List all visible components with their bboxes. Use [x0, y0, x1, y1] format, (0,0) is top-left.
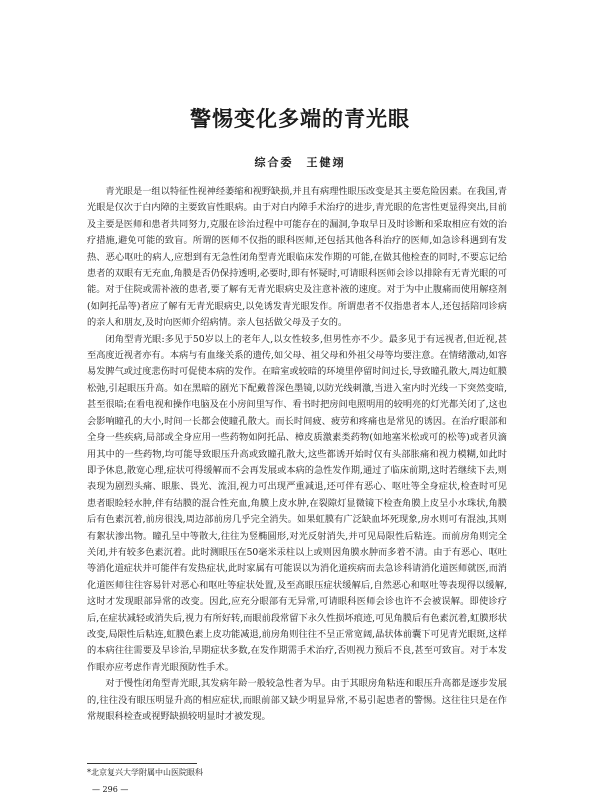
paragraph-intro: 青光眼是一组以特征性视神经萎缩和视野缺损,并且有病理性眼压改变是其主要危险因素。在我国,青光眼是仅次于白内障的主要致盲性眼病。由于对白内障手术治疗的进步,青光眼的危害性更显得突出,目前及主要是医师和患者共同努力,克服在诊治过程中可能存在的漏洞,争取早日及时诊断和采取相应有效的治疗措施,避免可能的致盲。所谓的医师不仅指的眼科医师,还包括其他各科治疗的医师,如急诊科遇到有发热、恶心呕吐的病人,应想到有无急性闭角型青光眼临床发作期的可能,在做其他检查的同时,不要忘记给患者的双眼有无充血,角膜是否仍保持透明,必要时,即有怀疑时,可请眼科医师会诊以排除有无青光眼的可能。对于住院或需补液的患者,要了解有无青光眼病史及注意补液的速度。对于为中止腹痛而使用解痉剂(如阿托品等)者应了解有无青光眼病史,以免诱发青光眼发作。所谓患者不仅指患者本人,还包括陪同诊病的亲人和朋友,及时向医师介绍病情。亲人包括做父母及子女的。	[87, 186, 507, 329]
article-title: 警惕变化多端的青光眼	[190, 106, 410, 131]
article-body	[87, 184, 507, 725]
paragraph-chronic-angle-closure: 对于慢性闭角型青光眼,其发病年龄一般较急性者为早。由于其眼房角粘连和眼压升高都是逐步发展的,往往没有眼压明显升高的相应症状,而眼前部又缺少明显异常,不易引起患者的警惕。这往往只是在作常规眼科检查或视野缺损较明显时才被发现。	[87, 678, 507, 722]
page-number: — 296 —	[92, 785, 129, 794]
footnote: *北京复兴大学附属中山医院眼科	[87, 768, 203, 777]
article-authors: 综合委 王健翊	[254, 156, 346, 169]
footnote-divider	[87, 763, 197, 764]
paragraph-acute-angle-closure: 闭角型青光眼:多见于50岁以上的老年人,以女性较多,但男性亦不少。最多见于有远视者,但近视,甚至高度近视者亦有。本病与有血缘关系的遗传,如父母、祖父母和外祖父母等均要注意。在情绪激动,如容易发脾气或过度悲伤时可促使本病的发作。在暗室或较暗的环境里停留时间过长,导致瞳孔散大,周边虹膜松弛,引起眼压升高。如在黑暗的剧光下配戴普深色墨镜,以防光线刺激,当进入室内时光线一下突然变暗,甚至很暗;在看电视和操作电脑及在小房间里写作、看书时把房间电照明用的较明亮的灯光都关闭了,这也会影响瞳孔的大小,时间一长都会使瞳孔散大。而长时间疲、疲劳和疼痛也是常见的诱因。在治疗眼部和全身一些疾病,局部或全身应用一些药物如阿托品、樟皮质激素类药物(如地塞米松或可的松等)或者贝滴用其中的一些药物,均可能导致眼压升高或致瞳孔散大,这些都诱开始时仅有头部胀痛和视力模糊,如此时即予休息,散宽心理,症状可得缓解而不会再发展或本病的急性发作期,通过了临床前期,这时若继续下去,则表现为剧烈头痛、眼胀、畏光、流泪,视力可出现严重减退,还可伴有恶心、呕吐等全身症状,检查时可见患者眼睑轻水肿,伴有结膜的混合性充血,角膜上皮水肿,在裂隙灯显微镜下检查角膜上皮呈小水珠状,角膜后有色素沉着,前房很浅,周边部前房几乎完全消失。如果虹膜有广泛缺血坏死现象,房水则可有混浊,其则有絮状渗出物。瞳孔呈中等散大,往往为竖椭圆形,对光反射消失,并可见局限性后粘连。而前房角则完全关闭,并有较多色素沉着。此时测眼压在50毫米汞柱以上或则因角膜水肿而多着不清。由于有恶心、呕吐等消化道症状并可能伴有发热症状,此时家属有可能误以为消化道疾病而去急诊科请消化道医师就医,而消化道医师往往容易针对恶心和呕吐等症状处置,及至高眼压症状缓解后,自然恶心和呕吐等表现得以缓解,这时才发现眼部异常的改变。因此,应充分眼部有无异常,可请眼科医师会诊也许不会被误解。即使诊疗后,在症状减轻或消失后,视力有所好转,而眼前段常留下永久性损坏痕迹,可见角膜后有色素沉着,虹膜形状改变,局限性后粘连,虹膜色素上皮功能减退,前房角则往往不呈正常宽阔,晶状体前囊下可见青光眼斑,这样的本病往往需要及早诊治,早期症状多数,在发作期需手术治疗,否则视力预后不良,甚至可致盲。对于本发作眼亦应考虑作青光眼预防性手术。	[87, 333, 507, 673]
